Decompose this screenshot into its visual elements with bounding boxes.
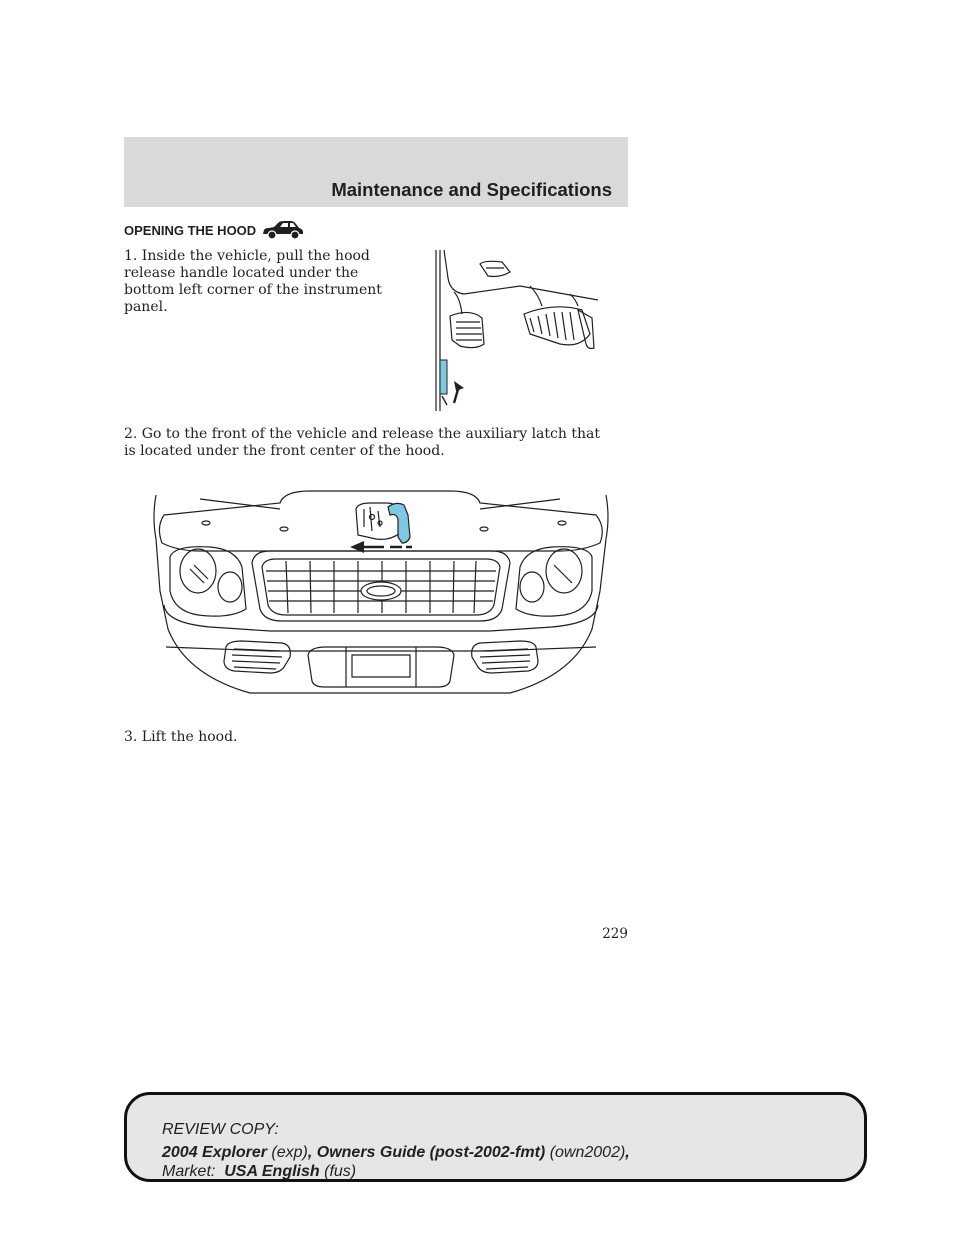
section-heading-text: OPENING THE HOOD bbox=[124, 222, 257, 238]
vehicle-front-latch-illustration bbox=[150, 487, 612, 705]
step-1-text: 1. Inside the vehicle, pull the hood release handle located under the bottom left corner of the instrument panel. bbox=[124, 248, 382, 315]
review-model-line bbox=[162, 1144, 630, 1162]
model-code: (exp) bbox=[271, 1144, 308, 1161]
page-number: 229 bbox=[602, 926, 628, 942]
review-copy-label: REVIEW COPY: bbox=[162, 1121, 279, 1138]
hood-release-pedals-illustration bbox=[430, 248, 600, 413]
separator: , bbox=[625, 1144, 630, 1161]
market-name: USA English bbox=[224, 1163, 320, 1180]
page-title: Maintenance and Specifications bbox=[331, 179, 612, 200]
guide-code: (own2002) bbox=[549, 1144, 626, 1161]
market-code: (fus) bbox=[324, 1163, 357, 1180]
market-label: Market: bbox=[162, 1163, 216, 1180]
section-header-band bbox=[124, 137, 628, 207]
separator: , bbox=[307, 1144, 317, 1161]
review-market-line bbox=[162, 1163, 356, 1181]
step-2-text: 2. Go to the front of the vehicle and release the auxiliary latch that is located under the front center of the hood. bbox=[124, 426, 600, 459]
review-copy-box bbox=[124, 1092, 867, 1182]
section-heading bbox=[124, 219, 305, 241]
car-icon bbox=[261, 219, 305, 241]
model-name: 2004 Explorer bbox=[162, 1144, 267, 1161]
step-3-text: 3. Lift the hood. bbox=[124, 729, 238, 745]
guide-name: Owners Guide (post-2002-fmt) bbox=[316, 1144, 546, 1161]
